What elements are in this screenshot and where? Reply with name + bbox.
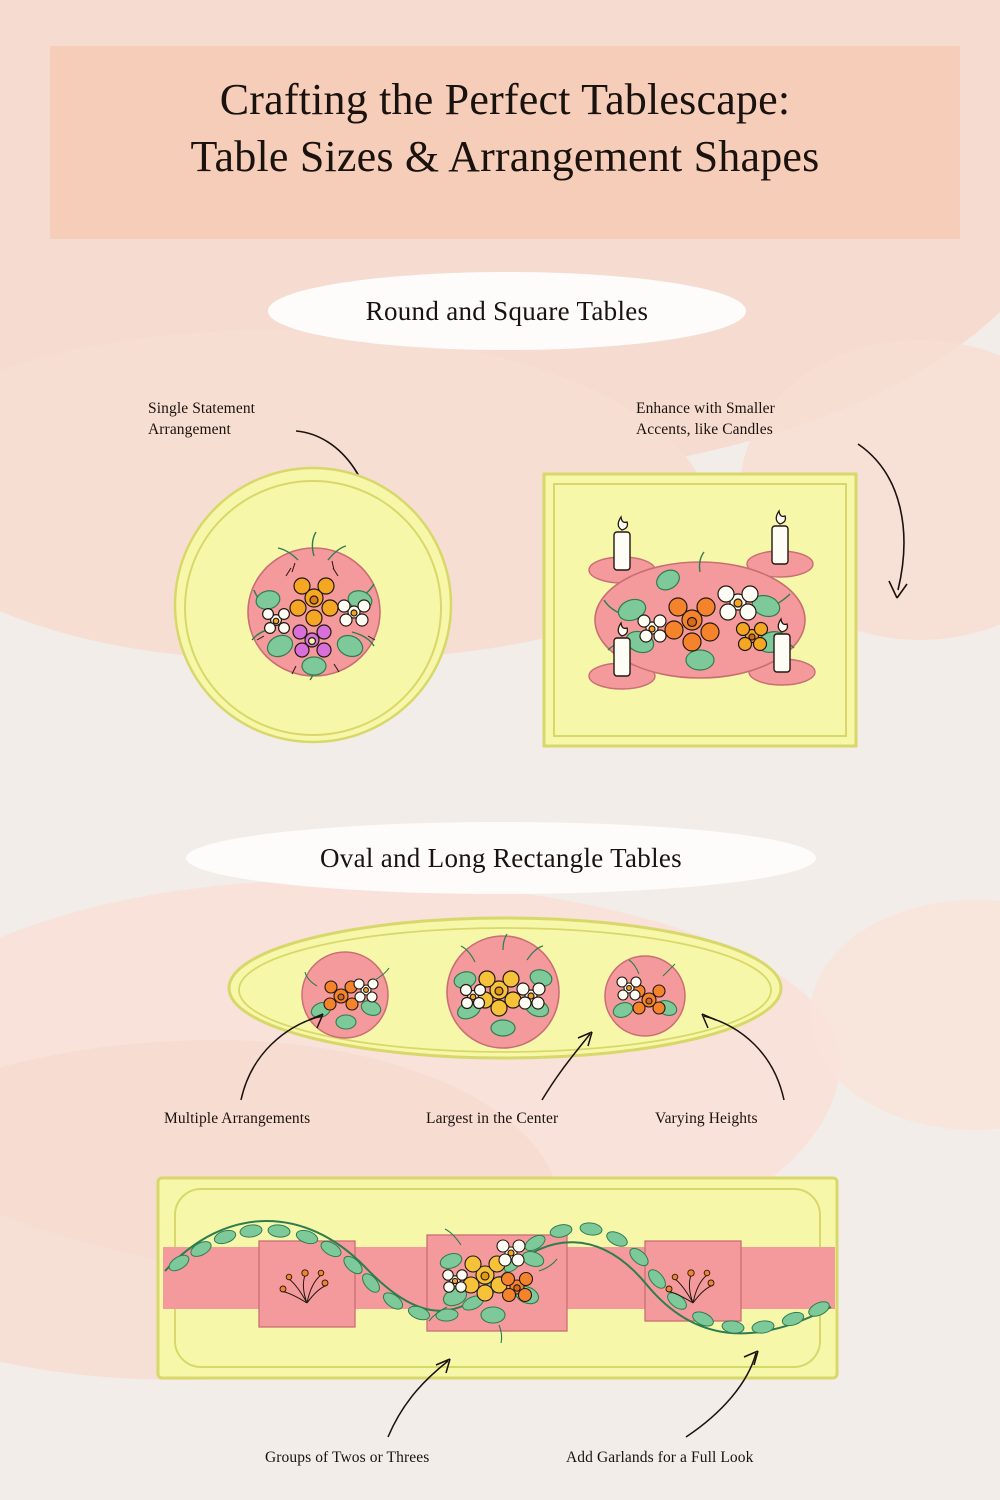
annotation-varying-heights: Varying Heights — [655, 1110, 758, 1127]
blob-lower-right — [810, 900, 1000, 1130]
annotation-smaller-accents-line-1: Enhance with Smaller — [636, 400, 775, 417]
arrow-varying-heights — [690, 1010, 800, 1110]
square-table-illustration — [540, 460, 860, 760]
annotation-single-statement-line-2: Arrangement — [148, 421, 231, 439]
annotation-smaller-accents — [636, 398, 856, 441]
round-table-illustration — [168, 460, 458, 750]
arrow-multiple-arrangements — [225, 1010, 335, 1110]
annotation-add-garlands: Add Garlands for a Full Look — [566, 1449, 754, 1466]
arrow-smaller-accents — [850, 440, 930, 630]
section-heading-oval-rectangle — [186, 822, 816, 894]
arrow-largest-center — [520, 1030, 600, 1110]
page-title-line-2: Table Sizes & Arrangement Shapes — [190, 131, 820, 181]
annotation-single-statement-line-1: Single Statement — [148, 400, 256, 417]
arrow-add-garlands — [660, 1345, 760, 1445]
page-title — [50, 72, 960, 186]
section-heading-round-square-label: Round and Square Tables — [365, 295, 649, 326]
arrow-groups-of-twos — [370, 1355, 460, 1445]
annotation-multiple-arrangements: Multiple Arrangements — [164, 1110, 311, 1127]
annotation-smaller-accents-line-2: Accents, like Candles — [636, 421, 773, 439]
annotation-largest-center: Largest in the Center — [426, 1110, 559, 1127]
page-title-line-1: Crafting the Perfect Tablescape: — [219, 75, 791, 124]
section-heading-round-square — [268, 272, 746, 350]
annotation-groups-of-twos: Groups of Twos or Threes — [265, 1449, 430, 1466]
section-heading-oval-rectangle-label: Oval and Long Rectangle Tables — [319, 842, 682, 873]
